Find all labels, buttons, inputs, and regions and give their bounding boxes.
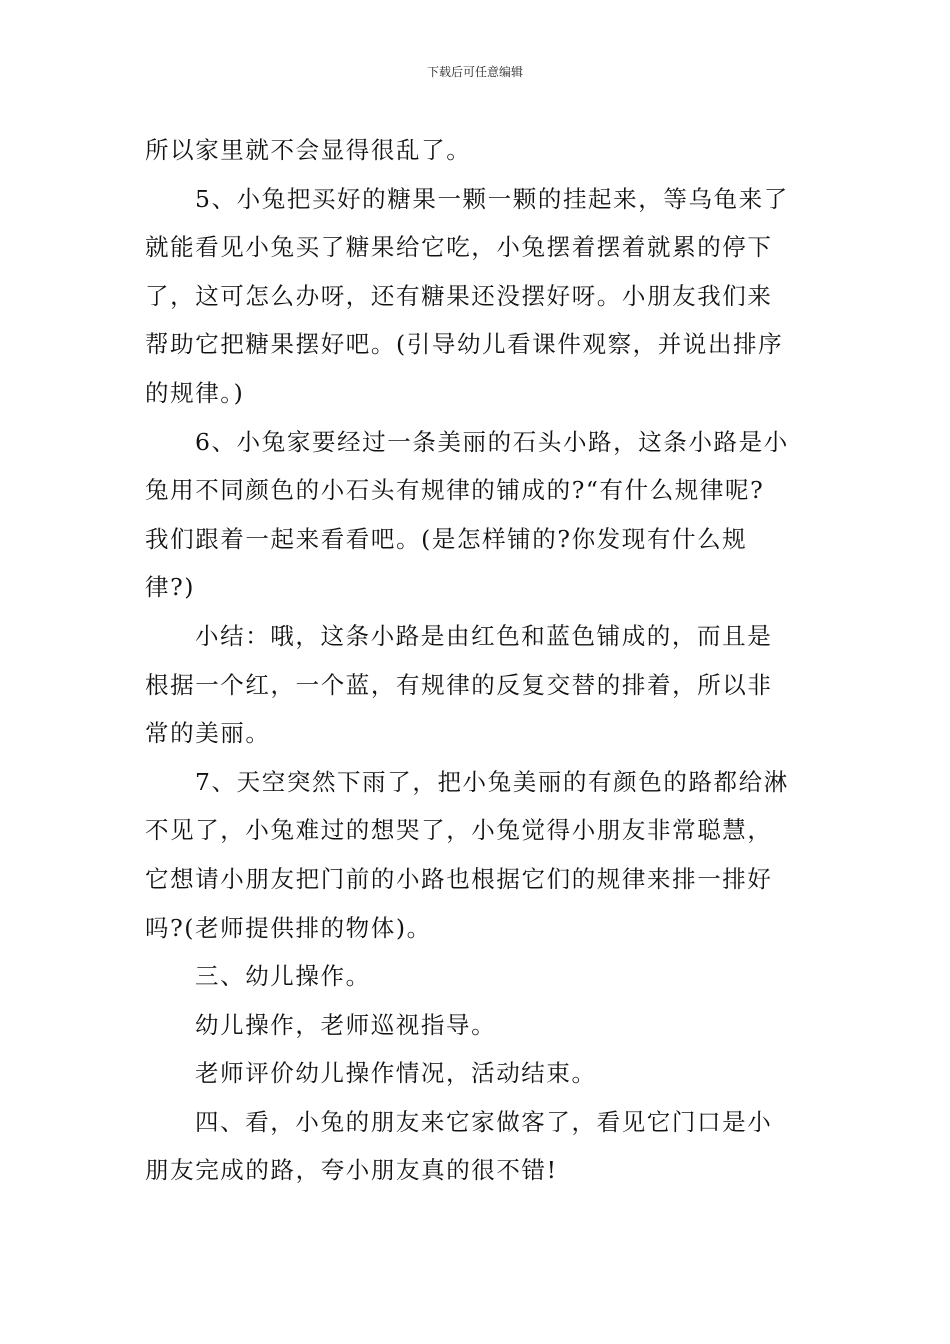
- text-line: 了，这可怎么办呀，还有糖果还没摆好呀。小朋友我们来: [145, 281, 773, 310]
- paragraph: [145, 418, 813, 612]
- page-header: 下载后可任意编辑: [426, 65, 523, 79]
- paragraph: [145, 1098, 813, 1195]
- text-line: 律?): [145, 573, 196, 602]
- text-line: 吗?(老师提供排的物体)。: [145, 913, 432, 942]
- text-line: 小结：哦，这条小路是由红色和蓝色铺成的，而且是: [195, 621, 773, 650]
- paragraph: [145, 612, 813, 758]
- text-line: 三、幼儿操作。: [195, 962, 371, 991]
- text-line: 根据一个红，一个蓝，有规律的反复交替的排着，所以非: [145, 670, 773, 699]
- paragraph: [145, 1049, 813, 1098]
- text-line: 它想请小朋友把门前的小路也根据它们的规律来排一排好: [145, 864, 773, 893]
- paragraph: [145, 952, 813, 1001]
- paragraph: [145, 1001, 813, 1050]
- text-line: 老师评价幼儿操作情况，活动结束。: [195, 1059, 597, 1088]
- text-line: 兔用不同颜色的小石头有规律的铺成的?“有什么规律呢?: [145, 476, 765, 505]
- text-line: 所以家里就不会显得很乱了。: [145, 136, 472, 164]
- text-line: 帮助它把糖果摆好吧。(引导幼儿看课件观察，并说出排序: [145, 330, 784, 359]
- paragraph: [145, 175, 813, 418]
- text-line: 5、小兔把买好的糖果一颗一颗的挂起来，等乌龟来了: [195, 184, 789, 213]
- document-body: [145, 126, 813, 1195]
- text-line: 不见了，小兔难过的想哭了，小兔觉得小朋友非常聪慧，: [145, 816, 773, 845]
- paragraph: [145, 126, 813, 175]
- text-line: 幼儿操作，老师巡视指导。: [195, 1010, 497, 1039]
- paragraph: [145, 758, 813, 952]
- text-line: 6、小兔家要经过一条美丽的石头小路，这条小路是小: [195, 427, 789, 456]
- text-line: 的规律。): [145, 378, 245, 407]
- text-line: 四、看，小兔的朋友来它家做客了，看见它门口是小: [195, 1107, 773, 1136]
- text-line: 我们跟着一起来看看吧。(是怎样铺的?你发现有什么规: [145, 524, 748, 553]
- text-line: 常的美丽。: [145, 719, 271, 748]
- text-line: 7、天空突然下雨了，把小兔美丽的有颜色的路都给淋: [195, 767, 789, 796]
- text-line: 就能看见小兔买了糖果给它吃，小兔摆着摆着就累的停下: [145, 233, 773, 262]
- text-line: 朋友完成的路，夸小朋友真的很不错!: [145, 1156, 558, 1185]
